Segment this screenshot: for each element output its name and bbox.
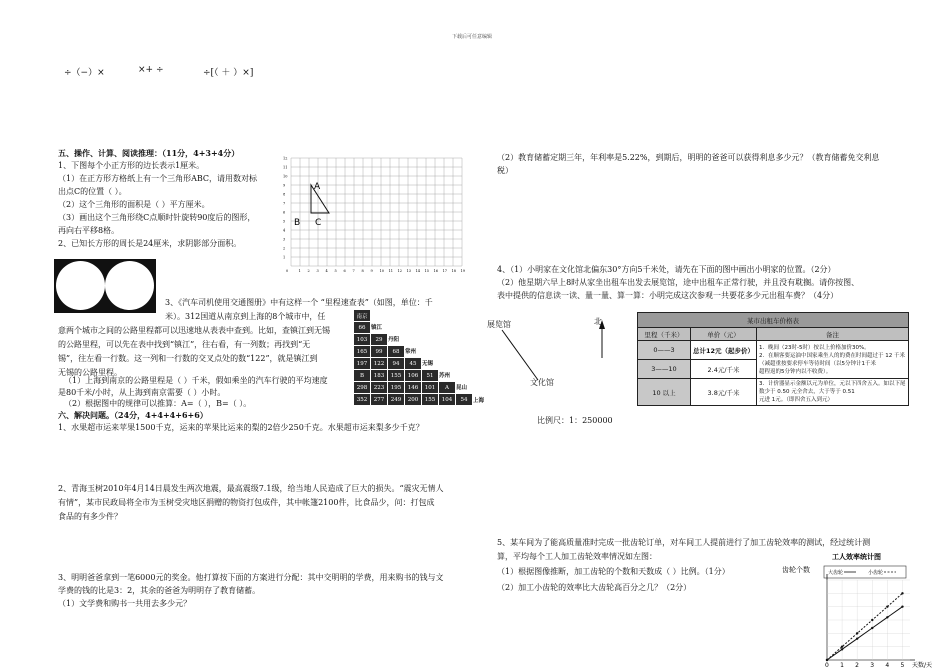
grid-x-tick: 18 [451, 269, 456, 273]
section5-title: 五、操作、计算、阅读推理：（11分，4+3+4分） [58, 148, 240, 158]
right-q5a: 5、某车间为了能高质量准时完成一批齿轮订单，对车间工人提前进行了加工齿轮效率的测试，经过统计测 [497, 538, 871, 547]
grid-x-tick: 16 [433, 269, 438, 273]
mileage-value: 122 [371, 358, 388, 370]
grid-origin: 0 [286, 269, 289, 273]
section6-title: 六、解决问题。（24分，4+4+4+6+6） [58, 410, 208, 420]
grid-x-tick: 17 [442, 269, 447, 273]
grid-x-tick: 19 [460, 269, 465, 273]
note-text: 1．晚间（23时-5时）按以上价格加价30%。 2．在顺客要运油中国家乘坐人的的费在时间超过于 12 千米（减超重按要求停车等待时间（以5分钟计1千米 超程返的5分钟内以不收费）。 [759, 344, 906, 375]
grid-y-tick: 5 [283, 219, 286, 224]
col-header-unit-price: 单价（元） [691, 328, 757, 341]
empty-cell [405, 322, 422, 334]
empty-cell [439, 358, 456, 370]
table-cell: 2.4元/千米 [691, 360, 757, 379]
mileage-row [354, 322, 490, 334]
right-q4a: 4、（1）小明家在文化馆北偏东30°方向5千米处，请先在下面的图中画出小明家的位置。（2分） [497, 265, 836, 274]
route-line [502, 330, 538, 380]
q3-line-6: 无锡的公路里程。 [58, 368, 122, 377]
mileage-value: 223 [371, 382, 388, 394]
mileage-value: 106 [405, 370, 422, 382]
mileage-value: 146 [405, 382, 422, 394]
table-cell: 10 以上 [638, 379, 691, 406]
legend-label: 大齿轮 [828, 570, 844, 576]
grid-y-tick: 1 [283, 255, 286, 260]
grid-y-tick: 6 [283, 210, 286, 215]
mileage-row [354, 334, 490, 346]
grid-y-tick: 7 [283, 201, 286, 206]
x-tick-label: 1 [840, 662, 844, 669]
exhibition-hall-label: 展览馆 [487, 320, 511, 329]
q3-line-4: 的公路里程，可以先在表中找到“镇江”，往右看，有一列数；再找到“无 [58, 340, 311, 349]
empty-cell [456, 346, 473, 358]
mileage-value: 99 [371, 346, 388, 358]
empty-cell [422, 310, 439, 322]
culture-hall-label: 文化馆 [530, 378, 554, 387]
data-point [826, 659, 828, 661]
mileage-value: 104 [439, 394, 456, 406]
s5-q1: 1、下图每个小正方形的边长表示1厘米。 [58, 161, 205, 170]
mileage-value: 155 [422, 394, 439, 406]
grid-y-tick: 12 [283, 156, 288, 161]
chart-ylabel: 齿轮个数 [782, 566, 810, 574]
empty-cell [456, 322, 473, 334]
shaded-rectangle-figure [54, 259, 156, 313]
table-cell: 总计12元（起步价） [691, 341, 757, 360]
mileage-value: 165 [354, 346, 371, 358]
table-cell: 0——3 [638, 341, 691, 360]
table-cell: 3.8元/千米 [691, 379, 757, 406]
mileage-value: 45 [405, 358, 422, 370]
mileage-row [354, 346, 490, 358]
empty-cell [456, 334, 473, 346]
mileage-value: 29 [371, 334, 388, 346]
data-point [901, 592, 903, 594]
map-scale: 比例尺：1：250000 [537, 416, 613, 425]
mileage-value: 249 [388, 394, 405, 406]
grid-x-tick: 12 [397, 269, 402, 273]
grid-y-tick: 3 [283, 237, 286, 242]
q3-part-1a: （1）上海到南京的公路里程是（ ）千米，假如乘坐的汽车行驶的平均速度 [64, 376, 328, 385]
problem-3b: 学费的钱的比是3：2，其余的爸爸为明明存了教育储蓄。 [58, 586, 261, 595]
grid-x-tick: 4 [325, 269, 328, 273]
grid-x-tick: 13 [406, 269, 411, 273]
grid-x-tick: 2 [307, 269, 310, 273]
operation-symbols-1: ÷（−）× [64, 68, 105, 78]
mileage-value: 352 [354, 394, 371, 406]
s5-q1-3a: （3）画出这个三角形绕C点顺时针旋转90度后的图形， [58, 213, 256, 222]
grid-y-tick: 9 [283, 183, 286, 188]
mileage-row [354, 382, 490, 394]
q3-part-2: （2）根据图中的规律可以推算：A=（ ），B=（ ）。 [64, 399, 252, 408]
empty-cell [439, 346, 456, 358]
chart-xlabel: 天数/天 [912, 662, 933, 669]
city-label: 苏州 [439, 370, 456, 382]
right-q4c: 表中提供的信息读一读、量一量、算一算：小明完成这次参观一共要花多少元出租车费？（4分） [497, 291, 839, 300]
data-point [886, 616, 888, 618]
empty-cell [405, 310, 422, 322]
grid-x-tick: 5 [334, 269, 337, 273]
data-point [886, 605, 888, 607]
empty-cell [439, 334, 456, 346]
problem-2b: 有情”，某市民政局将全市为玉树受灾地区捐赠的物资打包成件，其中帐篷2100件，比食品少，问：打包成 [58, 498, 435, 507]
city-label: 镇江 [371, 322, 388, 334]
right-q2b: 税） [497, 166, 513, 175]
mileage-lookup-table [353, 309, 490, 406]
data-point [841, 648, 843, 650]
city-label: 丹阳 [388, 334, 405, 346]
empty-cell [456, 310, 473, 322]
taxi-table-title: 某市出租车价格表 [638, 313, 909, 328]
x-tick-label: 2 [855, 662, 860, 669]
s5-q1-1b: 出点C的位置（ ）。 [58, 187, 127, 196]
grid-y-tick: 8 [283, 192, 286, 197]
q3-part-1b: 是80千米/小时，从上海到南京需要（ ）小时。 [58, 388, 226, 397]
s5-q2: 2、已知长方形的周长是24厘米，求阴影部分面积。 [58, 239, 242, 248]
table-cell: 3——10 [638, 360, 691, 379]
empty-cell [422, 334, 439, 346]
problem-3a: 3、明明爸爸拿到一笔6000元的奖金。他打算按下面的方案进行分配：其中交明明的学费，用来购书的钱与文 [58, 573, 444, 582]
mileage-value: 298 [354, 382, 371, 394]
mileage-value: 155 [388, 370, 405, 382]
mileage-value: B [354, 370, 371, 382]
mileage-value: A [439, 382, 456, 394]
mileage-value: 103 [354, 334, 371, 346]
q3-line-2: 米）。312国道从南京到上海的8个城市中，任 [165, 312, 326, 321]
data-point [871, 619, 873, 621]
empty-cell [422, 346, 439, 358]
mileage-value: 66 [354, 322, 371, 334]
empty-cell [371, 310, 388, 322]
problem-3-part-1: （1）文学费和购书一共用去多少元？ [58, 599, 192, 608]
mileage-value: 200 [405, 394, 422, 406]
grid-x-tick: 9 [370, 269, 373, 273]
mileage-value: 277 [371, 394, 388, 406]
empty-cell [439, 322, 456, 334]
table-cell-note [757, 341, 909, 379]
point-a-label: A [314, 182, 321, 192]
right-q5-part-1: （1）根据图像推断，加工齿轮的个数和天数成（ ）比例。（1分） [497, 567, 730, 576]
operation-symbols-3: ÷[（ ＋ ）×] [203, 68, 254, 78]
mileage-value: 183 [371, 370, 388, 382]
s5-q1-1a: （1）在正方形方格纸上有一个三角形ABC，请用数对标 [58, 174, 258, 183]
city-label: 上海 [473, 394, 490, 406]
q3-line-3: 意两个城市之间的公路里程都可以迅速地从表表中查到。比如，查镇江到无锡 [58, 326, 330, 335]
mileage-value: 195 [388, 382, 405, 394]
mileage-value: 101 [422, 382, 439, 394]
grid-x-tick: 7 [352, 269, 355, 273]
mileage-row [354, 358, 490, 370]
s5-q1-2: （2）这个三角形的面积是（ ）平方厘米。 [58, 200, 210, 209]
col-header-distance: 里程（千米） [638, 328, 691, 341]
empty-cell [439, 310, 456, 322]
grid-x-tick: 11 [388, 269, 393, 273]
empty-cell [456, 358, 473, 370]
empty-cell [405, 334, 422, 346]
operation-symbols-2: ×+ ÷ [138, 65, 164, 75]
mileage-row [354, 310, 490, 322]
city-label: 无锡 [422, 358, 439, 370]
empty-cell [388, 322, 405, 334]
s5-q1-3b: 再向右平移8格。 [58, 226, 120, 235]
grid-y-tick: 2 [283, 246, 286, 251]
right-q4b: （2）他星期六早上8时从家坐出租车出发去展览馆，途中出租车正常行驶，并且没有耽搁。请你按图、 [497, 278, 860, 287]
x-tick-label: 5 [900, 662, 905, 669]
taxi-price-table [637, 312, 909, 406]
table-cell-note [757, 379, 909, 406]
right-circle [105, 261, 154, 310]
page-header-note: 下载后可任意编辑 [452, 34, 493, 40]
grid-x-tick: 15 [424, 269, 429, 273]
q3-line-5: 锡”，往左看一行数。这一列和一行数的交叉点处的数“122”，就是镇江到 [58, 354, 318, 363]
grid-y-tick: 10 [283, 174, 288, 179]
grid-y-tick: 4 [283, 228, 286, 233]
point-c-label: C [315, 218, 322, 228]
data-point [901, 605, 903, 607]
grid-x-tick: 6 [343, 269, 346, 273]
city-label: 南京 [354, 310, 371, 322]
data-point [841, 645, 843, 647]
left-circle [56, 261, 105, 310]
series-line-1 [827, 593, 902, 660]
grid-y-tick: 11 [283, 165, 288, 170]
grid-x-tick: 1 [298, 269, 301, 273]
mileage-value: 54 [456, 394, 473, 406]
x-tick-label: 3 [870, 662, 875, 669]
note-text: 3．计价器显示金额以元为单位，元以下四舍五入。如以下尾数少于 0.50 元全舍去，大于等于 0.51 元进 1元。（即四舍五入到元） [759, 381, 906, 403]
right-q2a: （2）教育储蓄定期三年，年利率是5.22%，到期后，明明的爸爸可以获得利息多少元？（教育储蓄免交利息 [497, 153, 880, 162]
grid-x-tick: 10 [379, 269, 384, 273]
grid-x-tick: 3 [316, 269, 319, 273]
north-label: 北 [594, 317, 602, 326]
problem-1: 1、水果超市运来苹果1500千克，运来的苹果比运来的梨的2倍少250千克。水果超市运来梨多少千克？ [58, 423, 424, 432]
chart-title: 工人效率统计图 [832, 553, 881, 561]
problem-2c: 食品的有多少件？ [58, 512, 122, 521]
mileage-value: 197 [354, 358, 371, 370]
triangle-grid [280, 154, 465, 273]
mileage-value: 94 [388, 358, 405, 370]
legend-label: 小齿轮 [868, 570, 884, 576]
col-header-notes: 备注 [757, 328, 909, 341]
grid-x-tick: 8 [361, 269, 364, 273]
point-b-label: B [294, 218, 301, 228]
data-point [871, 627, 873, 629]
problem-2a: 2、青海玉树2010年4月14日晨发生两次地震，最高震级7.1级，给当地人民造成了巨大的损失。“震灾无情人 [58, 484, 444, 493]
city-label: 常州 [405, 346, 422, 358]
data-point [856, 632, 858, 634]
x-tick-label: 4 [885, 662, 890, 669]
q3-line-1: 3、《汽车司机使用交通图册》中有这样一个 “里程速查表”（如图，单位：千 [165, 298, 433, 307]
mileage-value: 68 [388, 346, 405, 358]
mileage-row [354, 370, 490, 382]
empty-cell [456, 370, 473, 382]
grid-x-tick: 14 [415, 269, 420, 273]
x-tick-label: 0 [825, 662, 829, 669]
mileage-row [354, 394, 490, 406]
efficiency-chart [782, 550, 940, 670]
right-q5b: 算，平均每个工人加工齿轮效率情况如左图： [497, 552, 657, 561]
mileage-value: 51 [422, 370, 439, 382]
empty-cell [388, 310, 405, 322]
data-point [856, 637, 858, 639]
right-q5-part-2: （2）加工小齿轮的效率比大齿轮高百分之几？（2分） [497, 583, 692, 592]
city-label: 昆山 [456, 382, 473, 394]
empty-cell [422, 322, 439, 334]
